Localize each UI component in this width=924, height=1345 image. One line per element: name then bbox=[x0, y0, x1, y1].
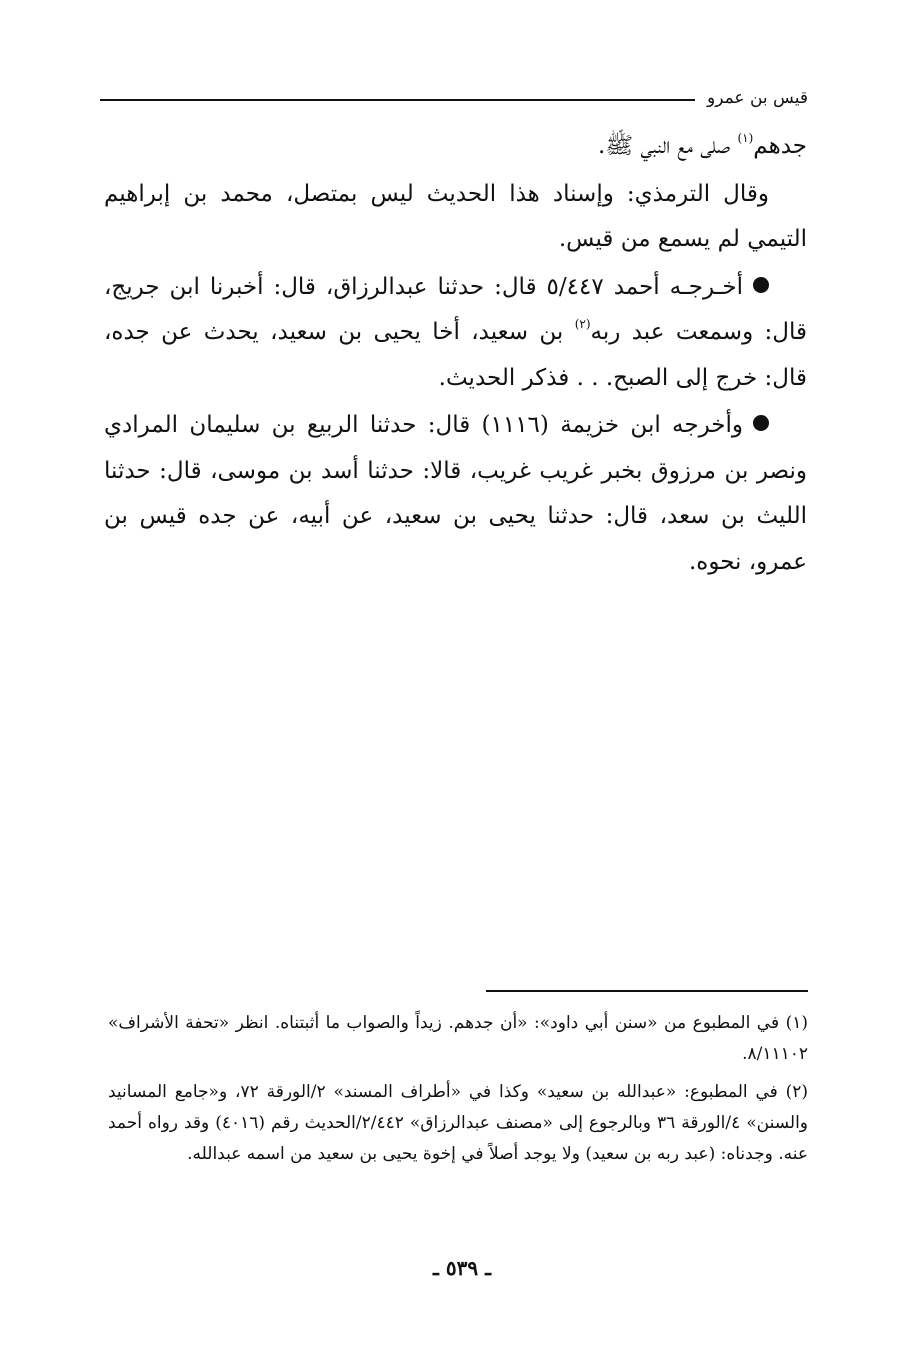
footnote-ref-2: (٢) bbox=[574, 317, 591, 331]
footnote-separator bbox=[486, 990, 808, 992]
paragraph-4-text: وأخرجه ابن خزيمة (١١١٦) قال: حدثنا الربيع بن سليمان المرادي ونصر بن مرزوق بخبر غريب غريب، قالا: حدثنا أسد بن موسى، قال: حدثنا الليث بن سعد، قال: حدثنا يحيى بن سعيد، عن أبيه، عن جده قيس بن عمرو، نحوه. bbox=[104, 412, 807, 575]
paragraph-3 bbox=[104, 265, 807, 402]
running-title: قيس بن عمرو bbox=[707, 88, 808, 108]
footnote-ref-1: (١) bbox=[737, 131, 754, 145]
paragraph-1-start: جدهم bbox=[753, 133, 807, 159]
bullet-icon bbox=[753, 415, 769, 431]
paragraph-1-end: صلى مع النبي ﷺ. bbox=[598, 133, 738, 159]
running-header bbox=[100, 86, 808, 110]
bullet-icon bbox=[753, 277, 769, 293]
page-number: ـ ٥٣٩ ـ bbox=[433, 1256, 491, 1280]
paragraph-3-start: أخـرجـه أحمد ٥/٤٤٧ قال: حدثنا عبدالرزاق، قال: أخبرنا ابن جريج، قال: وسمعت عبد ربه bbox=[104, 273, 808, 345]
paragraph-2 bbox=[104, 172, 807, 263]
footnote-2: (٢) في المطبوع: «عبدالله بن سعيد» وكذا في «أطراف المسند» ٢/الورقة ٧٢، و«جامع المسانيد والسنن» ٤/الورقة ٣٦ وبالرجوع إلى «مصنف عبدالرزاق» ٢/٤٤٢/الحديث رقم (٤٠١٦) وقد رواه أحمد عنه. وجدناه: (عبد ربه بن سعيد) ولا يوجد أصلاً في إخوة يحيى بن سعيد من اسمه عبدالله. bbox=[108, 1082, 809, 1164]
main-text bbox=[104, 124, 807, 587]
header-rule bbox=[100, 99, 695, 101]
paragraph-3-end: بن سعيد، أخا يحيى بن سعيد، يحدث عن جده، قال: خرج إلى الصبح. . . فذكر الحديث. bbox=[104, 319, 807, 391]
paragraph-1 bbox=[104, 124, 807, 170]
footnotes bbox=[108, 1008, 808, 1177]
paragraph-4 bbox=[104, 403, 807, 585]
footnote-1: (١) في المطبوع من «سنن أبي داود»: «أن جدهم. زيداً والصواب ما أثبتناه. انظر «تحفة الأشراف» ٨/١١١٠٢. bbox=[108, 1013, 808, 1064]
paragraph-2-text: وقال الترمذي: وإسناد هذا الحديث ليس بمتصل، محمد بن إبراهيم التيمي لم يسمع من قيس. bbox=[104, 180, 807, 252]
